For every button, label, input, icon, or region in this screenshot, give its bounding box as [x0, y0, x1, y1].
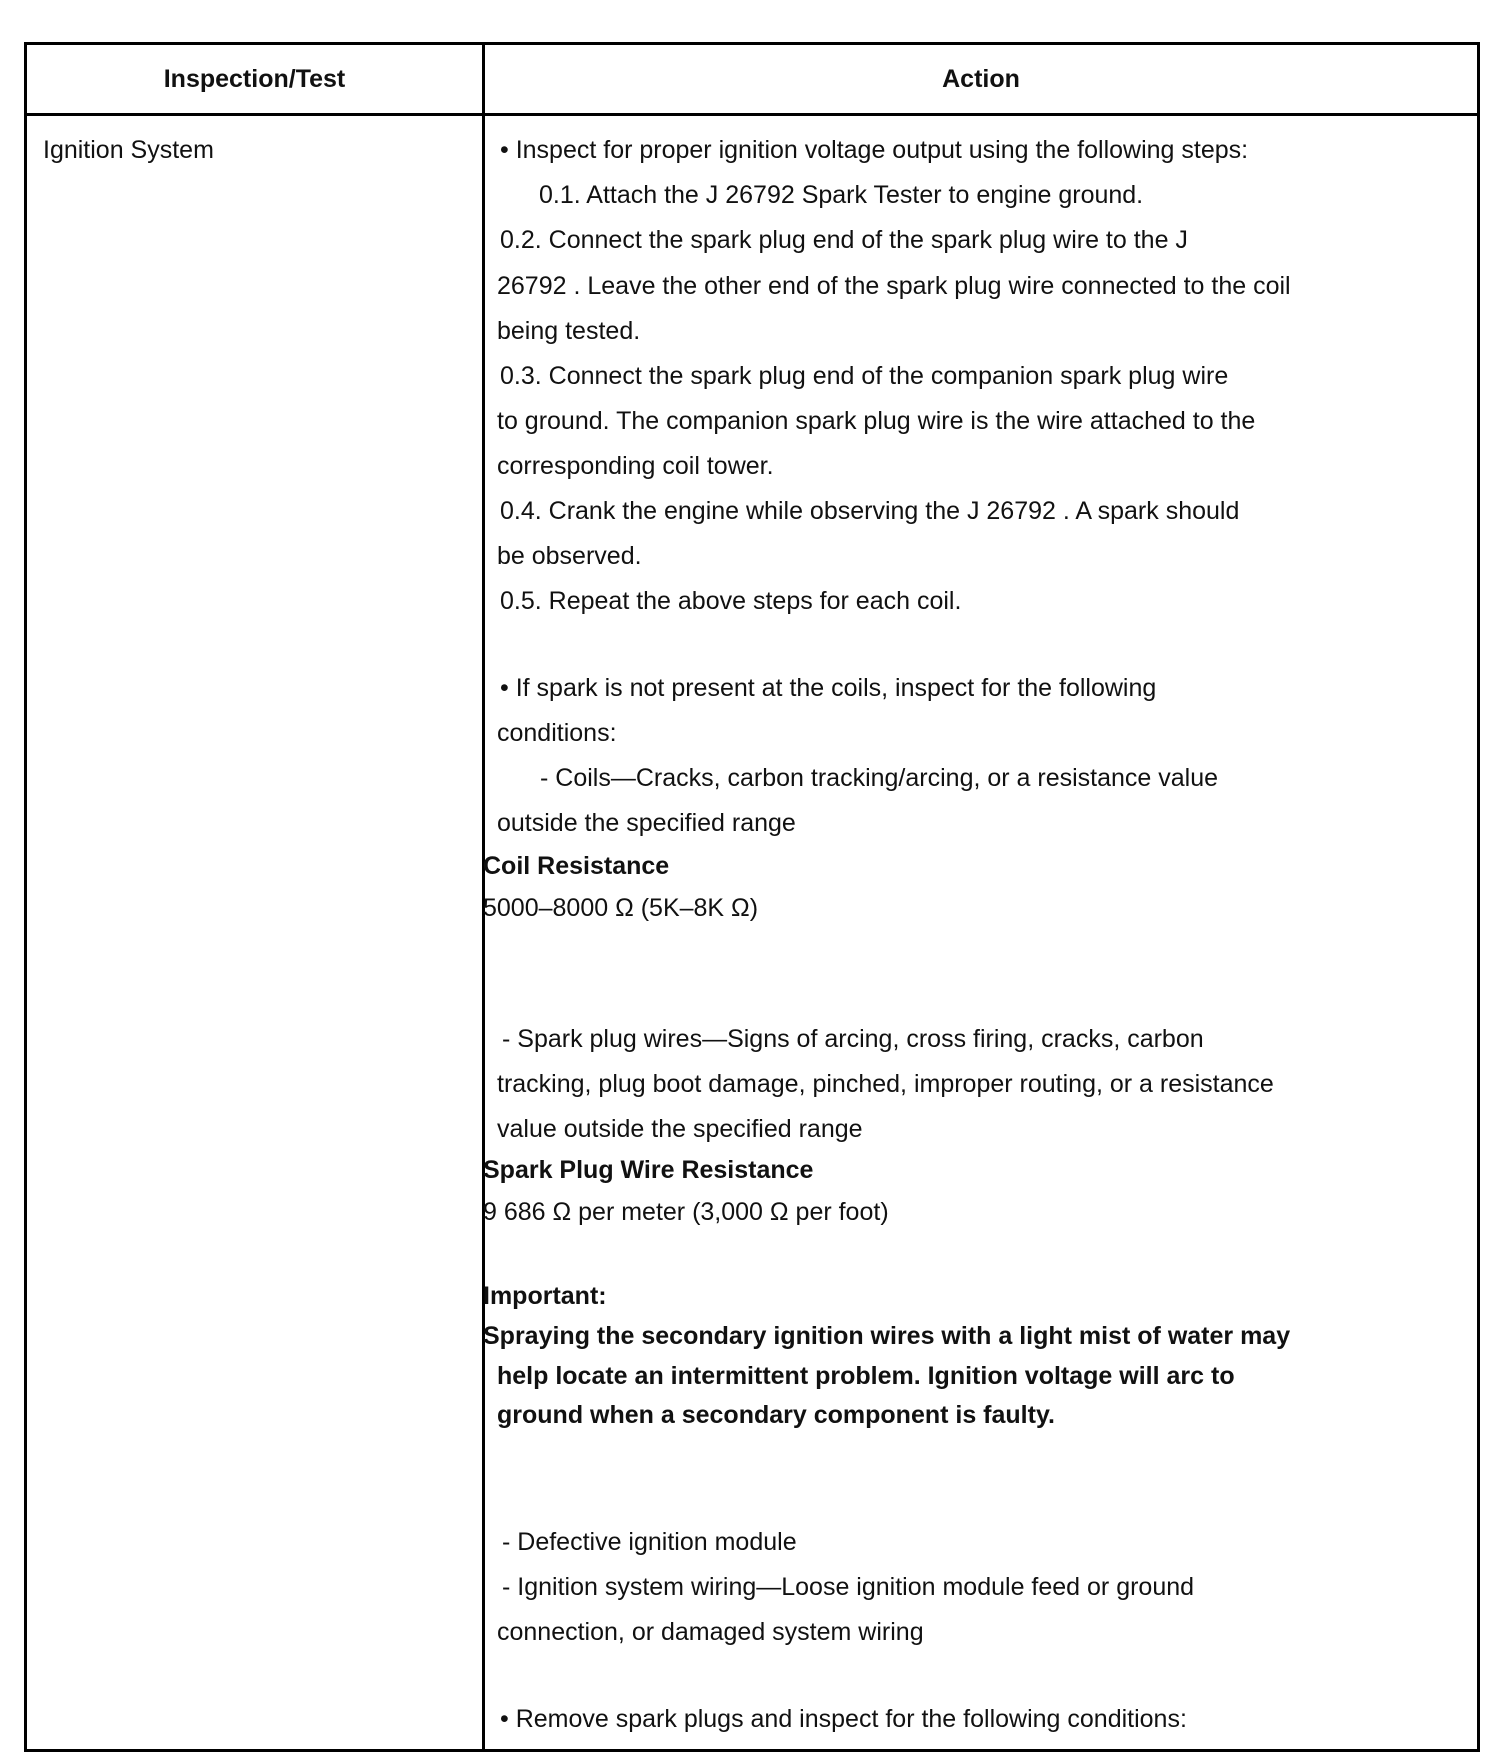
coil-resistance-heading: Coil Resistance	[483, 852, 670, 880]
action-line: - Spark plug wires—Signs of arcing, cross firing, cracks, carbon	[502, 1025, 1204, 1053]
action-line: - Ignition system wiring—Loose ignition module feed or ground	[502, 1573, 1195, 1601]
important-label: Important:	[483, 1282, 607, 1310]
wire-resistance-value: 9 686 Ω per meter (3,000 Ω per foot)	[483, 1198, 889, 1226]
action-line: connection, or damaged system wiring	[497, 1618, 924, 1646]
coil-resistance-value: 5000–8000 Ω (5K–8K Ω)	[483, 894, 759, 922]
action-line: 26792 . Leave the other end of the spark plug wire connected to the coil	[497, 272, 1291, 300]
action-line: • Inspect for proper ignition voltage output using the following steps:	[500, 136, 1249, 164]
action-line: 0.2. Connect the spark plug end of the spark plug wire to the J	[500, 226, 1188, 254]
action-line: value outside the specified range	[497, 1115, 863, 1143]
row-label: Ignition System	[43, 136, 214, 164]
header-divider	[27, 113, 1477, 116]
action-line: • If spark is not present at the coils, inspect for the following	[500, 674, 1157, 702]
action-line: 0.4. Crank the engine while observing the J 26792 . A spark should	[500, 497, 1240, 525]
important-note: ground when a secondary component is faulty.	[497, 1401, 1055, 1429]
important-note: help locate an intermittent problem. Ignition voltage will arc to	[497, 1362, 1235, 1390]
action-line: tracking, plug boot damage, pinched, improper routing, or a resistance	[497, 1070, 1274, 1098]
header-action: Action	[942, 64, 1020, 93]
action-line: 0.1. Attach the J 26792 Spark Tester to engine ground.	[539, 181, 1144, 209]
important-note: Spraying the secondary ignition wires with a light mist of water may	[483, 1322, 1291, 1350]
action-line: • Remove spark plugs and inspect for the following conditions:	[500, 1705, 1187, 1733]
action-line: outside the specified range	[497, 809, 796, 837]
action-line: be observed.	[497, 542, 642, 570]
action-line: conditions:	[497, 719, 617, 747]
wire-resistance-heading: Spark Plug Wire Resistance	[483, 1156, 814, 1184]
action-line: being tested.	[497, 317, 641, 345]
action-line: - Defective ignition module	[502, 1528, 797, 1556]
action-line: corresponding coil tower.	[497, 452, 774, 480]
action-line: 0.5. Repeat the above steps for each coil.	[500, 587, 962, 615]
action-line: - Coils—Cracks, carbon tracking/arcing, or a resistance value	[540, 764, 1219, 792]
action-line: 0.3. Connect the spark plug end of the companion spark plug wire	[500, 362, 1229, 390]
header-inspection-test: Inspection/Test	[163, 64, 346, 93]
action-line: to ground. The companion spark plug wire is the wire attached to the	[497, 407, 1256, 435]
